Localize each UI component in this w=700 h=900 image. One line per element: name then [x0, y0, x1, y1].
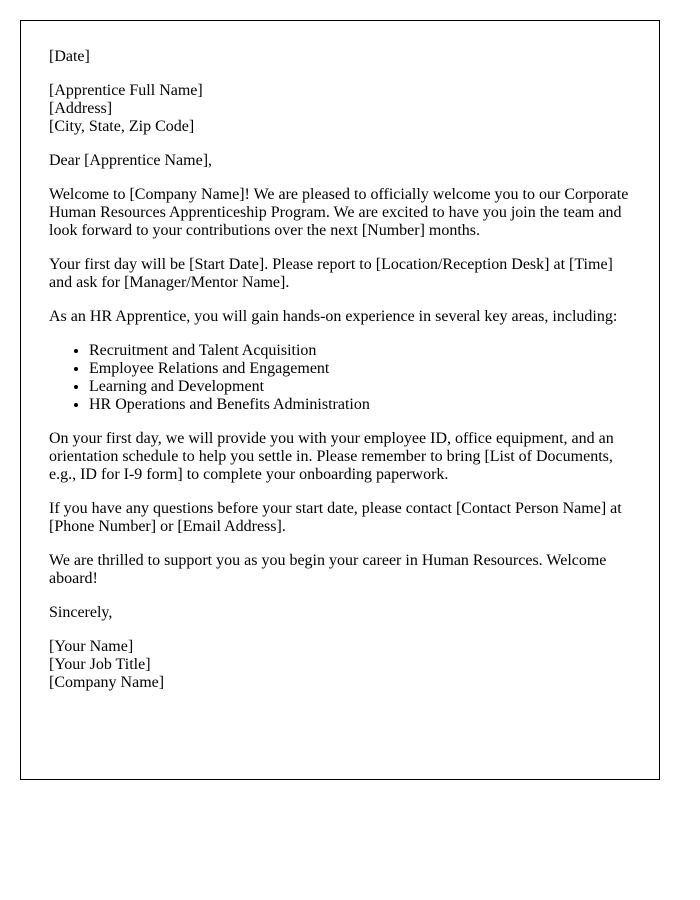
- areas-list: [49, 342, 631, 414]
- letter-date: [Date]: [49, 48, 90, 65]
- letter-page: [20, 20, 660, 780]
- paragraph-closing-note: We are thrilled to support you as you begin your career in Human Resources. Welcome aboard!: [49, 552, 607, 587]
- signature-block: [49, 638, 631, 692]
- list-item: • Learning and Development: [89, 378, 631, 396]
- paragraph-orientation: On your first day, we will provide you with your employee ID, office equipment, and an orientation schedule to help you settle in. Please remember to bring [List of Documents, e.g., ID for I-9 form] to complete your onboarding paperwork.: [49, 430, 614, 483]
- list-item: • HR Operations and Benefits Administration: [89, 396, 631, 414]
- recipient-name: [Apprentice Full Name]: [49, 82, 203, 99]
- paragraph-questions: If you have any questions before your start date, please contact [Contact Person Name] at [Phone Number] or [Email Address].: [49, 500, 622, 535]
- recipient-city-state-zip: [City, State, Zip Code]: [49, 118, 195, 135]
- paragraph-welcome: Welcome to [Company Name]! We are pleased to officially welcome you to our Corporate Human Resources Apprenticeship Program. We are excited to have you join the team and look forward to your contributions over the next [Number] months.: [49, 186, 629, 239]
- signature-title: [Your Job Title]: [49, 656, 151, 673]
- signature-company: [Company Name]: [49, 674, 165, 691]
- paragraph-areas-intro: As an HR Apprentice, you will gain hands-on experience in several key areas, including:: [49, 308, 618, 325]
- recipient-address: [Address]: [49, 100, 113, 117]
- salutation: Dear [Apprentice Name],: [49, 152, 213, 169]
- list-item: • Recruitment and Talent Acquisition: [89, 342, 631, 360]
- sign-off: Sincerely,: [49, 604, 113, 621]
- recipient-address-block: [49, 82, 631, 136]
- signature-name: [Your Name]: [49, 638, 134, 655]
- paragraph-first-day: Your first day will be [Start Date]. Please report to [Location/Reception Desk] at [Time] and ask for [Manager/Mentor Name].: [49, 256, 613, 291]
- list-item: • Employee Relations and Engagement: [89, 360, 631, 378]
